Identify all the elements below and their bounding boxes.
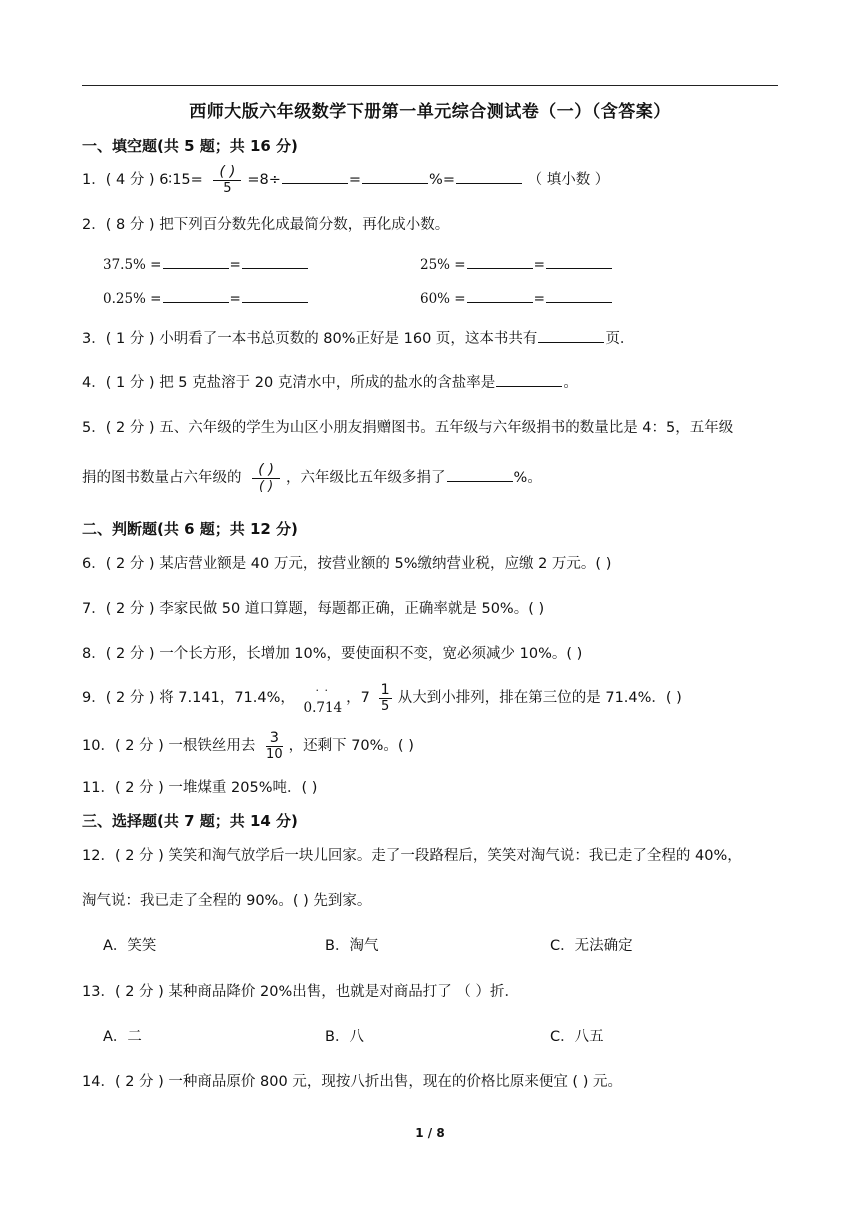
section-heading-choice: 三、选择题(共 7 题；共 14 分) [82, 812, 298, 830]
q1-mid: =8÷ [247, 172, 281, 188]
q2-b-blank-2 [546, 254, 612, 269]
question-14: 14．( 2 分 ) 一种商品原价 800 元，现按八折出售，现在的价格比原来便宜 ( ) 元。 [82, 1074, 622, 1090]
q1-equals: = [348, 172, 362, 188]
q2-c-blank-2 [242, 288, 308, 303]
q9-text-a: 9．( 2 分 ) 将 7.141，71.4%， [82, 690, 295, 706]
q5-fraction-top: ( ) [252, 462, 280, 479]
q9-repeat-dots: · · [315, 684, 329, 697]
q2-b-eq: = [533, 257, 545, 273]
q5-text-b: ，六年级比五年级多捐了 [286, 470, 446, 486]
q12-option-a[interactable]: A．笑笑 [103, 938, 157, 954]
q1-fraction-bottom: 5 [223, 181, 232, 196]
page-title: 西师大版六年级数学下册第一单元综合测试卷（一）（含答案） [189, 102, 671, 122]
q9-text-c: 从大到小排列，排在第三位的是 71.4%．( ) [397, 690, 682, 706]
q2-a-label: 37.5% = [103, 257, 162, 273]
question-1 [82, 164, 609, 196]
q13-option-c[interactable]: C．八五 [550, 1029, 604, 1045]
q12-option-c[interactable]: C．无法确定 [550, 938, 633, 954]
q2-a-blank-1 [163, 254, 229, 269]
question-11: 11．( 2 分 ) 一堆煤重 205%吨．( ) [82, 780, 318, 796]
question-12-line-2: 淘气说：我已走了全程的 90%。( ) 先到家。 [82, 893, 372, 909]
question-4 [82, 371, 578, 392]
q2-c-blank-1 [163, 288, 229, 303]
q2-d-blank-2 [546, 288, 612, 303]
q3-blank [538, 328, 604, 343]
q2-b-blank-1 [467, 254, 533, 269]
question-10 [82, 730, 414, 762]
q5-fraction-bottom: ( ) [258, 479, 274, 494]
q2-d-label: 60% = [420, 291, 466, 307]
q9-repeat-value: 0.714 [303, 700, 343, 716]
q2-a-eq: = [229, 257, 241, 273]
q9-repeating-decimal [303, 684, 343, 716]
q1-percent: %= [429, 172, 455, 188]
question-2: 2．( 8 分 ) 把下列百分数先化成最简分数，再化成小数。 [82, 217, 450, 233]
q2-item-c [103, 288, 309, 307]
question-5-line-1: 5．( 2 分 ) 五、六年级的学生为山区小朋友捐赠图书。五年级与六年级捐书的数量比是 4：5，五年级 [82, 420, 734, 436]
q9-text-b: ，7 [346, 690, 370, 706]
q9-fraction-top: 1 [380, 682, 390, 698]
q3-suffix: 页． [605, 331, 635, 347]
q13-option-b[interactable]: B．八 [325, 1029, 364, 1045]
q12-option-b[interactable]: B．淘气 [325, 938, 379, 954]
q1-blank-1 [282, 169, 348, 184]
q5-text-a: 捐的图书数量占六年级的 [82, 470, 242, 486]
question-6: 6．( 2 分 ) 某店营业额是 40 万元，按营业额的 5%缴纳营业税，应缴 2 万元。( ) [82, 556, 612, 572]
question-3 [82, 327, 634, 348]
q1-blank-3 [456, 169, 522, 184]
q5-suffix: %。 [513, 470, 542, 486]
q9-fraction-bottom: 5 [380, 699, 390, 714]
question-9 [82, 682, 682, 716]
q2-c-label: 0.25% = [103, 291, 162, 307]
q9-fraction [379, 682, 392, 714]
section-heading-true-false: 二、判断题(共 6 题；共 12 分) [82, 520, 298, 538]
q1-prefix: 1．( 4 分 ) 6∶15= [82, 172, 203, 188]
q13-option-a[interactable]: A．二 [103, 1029, 142, 1045]
q1-fraction-top: ( ) [213, 164, 241, 181]
q2-d-blank-1 [467, 288, 533, 303]
q2-a-blank-2 [242, 254, 308, 269]
question-12-line-1: 12．( 2 分 ) 笑笑和淘气放学后一块儿回家。走了一段路程后，笑笑对淘气说：我已走了全程的 40%， [82, 848, 742, 864]
q2-c-eq: = [229, 291, 241, 307]
q2-item-a [103, 254, 309, 273]
section-heading-fill-in: 一、填空题(共 5 题；共 16 分) [82, 137, 298, 155]
q10-fraction-bottom: 10 [266, 747, 283, 762]
q3-text: 3．( 1 分 ) 小明看了一本书总页数的 80%正好是 160 页，这本书共有 [82, 331, 538, 347]
q2-d-eq: = [533, 291, 545, 307]
question-5-line-2 [82, 462, 542, 494]
question-7: 7．( 2 分 ) 李家民做 50 道口算题，每题都正确，正确率就是 50%。( ) [82, 601, 545, 617]
q5-fraction [252, 462, 280, 494]
q4-suffix: 。 [563, 375, 578, 391]
q2-b-label: 25% = [420, 257, 466, 273]
q10-text-b: ，还剩下 70%。( ) [288, 738, 414, 754]
q1-suffix: （ 填小数 ） [527, 172, 610, 188]
header-rule [82, 85, 778, 86]
q5-blank [447, 467, 513, 482]
q4-text: 4．( 1 分 ) 把 5 克盐溶于 20 克清水中，所成的盐水的含盐率是 [82, 375, 496, 391]
q2-item-d [420, 288, 613, 307]
q2-item-b [420, 254, 613, 273]
question-8: 8．( 2 分 ) 一个长方形，长增加 10%，要使面积不变，宽必须减少 10%。( ) [82, 646, 583, 662]
page-number: 1 / 8 [415, 1126, 445, 1140]
q1-blank-2 [362, 169, 428, 184]
q10-text-a: 10．( 2 分 ) 一根铁丝用去 [82, 738, 256, 754]
q1-fraction [213, 164, 241, 196]
q10-fraction-top: 3 [266, 730, 283, 747]
q4-blank [496, 372, 562, 387]
q10-fraction [266, 730, 283, 762]
question-13: 13．( 2 分 ) 某种商品降价 20%出售，也就是对商品打了 （ ）折． [82, 984, 519, 1000]
